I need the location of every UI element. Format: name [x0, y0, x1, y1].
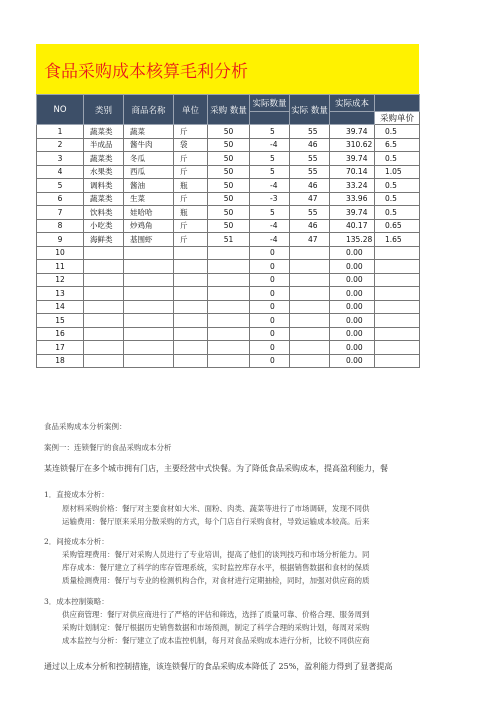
table-row [37, 138, 420, 152]
cell-product[interactable] [124, 246, 174, 260]
cell-unit[interactable] [174, 327, 208, 341]
cell-purchase-qty[interactable]: 50 [208, 165, 250, 179]
section-1-title: 1．直接成本分析： [44, 490, 109, 499]
cell-purchase-qty[interactable]: 50 [208, 138, 250, 152]
cell-no[interactable]: 10 [37, 246, 84, 260]
cell-purchase-qty[interactable]: 50 [208, 179, 250, 193]
section-3-title: 3．成本控制策略： [44, 597, 109, 606]
cell-purchase-qty[interactable] [208, 354, 250, 368]
cell-category[interactable] [84, 260, 124, 274]
cell-actual-qty[interactable] [290, 327, 330, 341]
cell-product[interactable]: 娃哈哈 [124, 206, 174, 220]
spreadsheet [36, 44, 419, 368]
case-heading: 食品采购成本分析案例： [44, 422, 127, 431]
cell-product[interactable] [124, 341, 174, 355]
cell-actual-cost[interactable]: 39.74 [330, 125, 375, 139]
header-no: NO [37, 95, 84, 125]
cell-actual-qty-diff[interactable]: 5 [250, 165, 290, 179]
header-category: 类别 [84, 95, 124, 125]
cell-no[interactable]: 8 [37, 219, 84, 233]
header-blank [375, 95, 420, 112]
header-actual-cost: 实际成本 [330, 95, 375, 112]
section-1-line-1: 原材料采购价格：餐厅对主要食材如大米、面粉、肉类、蔬菜等进行了市场调研，发现不同供 [62, 504, 370, 513]
cell-actual-qty-diff[interactable]: 0 [250, 354, 290, 368]
cell-category[interactable]: 调料类 [84, 179, 124, 193]
cell-product[interactable] [124, 314, 174, 328]
table-row [37, 192, 420, 206]
cell-actual-cost[interactable]: 39.74 [330, 206, 375, 220]
cell-purchase-qty[interactable] [208, 314, 250, 328]
cell-actual-cost[interactable]: 0.00 [330, 327, 375, 341]
cell-category[interactable] [84, 354, 124, 368]
cell-no[interactable]: 1 [37, 125, 84, 139]
table-row [37, 260, 420, 274]
cell-unit[interactable] [174, 314, 208, 328]
cell-product[interactable]: 基围虾 [124, 233, 174, 247]
cell-unit[interactable] [174, 354, 208, 368]
cell-no[interactable]: 17 [37, 341, 84, 355]
cell-unit-price[interactable] [375, 327, 420, 341]
header-sub-blank-1 [250, 112, 290, 125]
table-row [37, 219, 420, 233]
cell-unit[interactable]: 袋 [174, 138, 208, 152]
cell-actual-cost[interactable]: 33.96 [330, 192, 375, 206]
cell-product[interactable]: 西瓜 [124, 165, 174, 179]
cell-category[interactable] [84, 273, 124, 287]
cell-product[interactable]: 炒鸡角 [124, 219, 174, 233]
cell-unit[interactable]: 斤 [174, 219, 208, 233]
cell-no[interactable]: 18 [37, 354, 84, 368]
header-actual-qty: 实际 数量 [290, 95, 330, 125]
section-3-line-3: 成本监控与分析：餐厅建立了成本监控机制，每月对食品采购成本进行分析，比较不同供应商 [62, 636, 370, 645]
cell-category[interactable]: 饮料类 [84, 206, 124, 220]
cell-actual-cost[interactable]: 0.00 [330, 287, 375, 301]
cell-unit-price[interactable]: 0.5 [375, 125, 420, 139]
cell-actual-qty-diff[interactable]: -3 [250, 192, 290, 206]
cell-unit[interactable]: 瓶 [174, 206, 208, 220]
cell-unit-price[interactable]: 0.65 [375, 219, 420, 233]
header-unit-price: 采购单价 [375, 112, 420, 125]
section-2-line-3: 质量检测费用：餐厅与专业的检测机构合作，对食材进行定期抽检，同时，加强对供应商的质 [62, 576, 370, 585]
table-row [37, 165, 420, 179]
cell-actual-qty[interactable] [290, 260, 330, 274]
cell-no[interactable]: 3 [37, 152, 84, 166]
cell-actual-cost[interactable]: 70.14 [330, 165, 375, 179]
cell-product[interactable] [124, 327, 174, 341]
cell-unit[interactable]: 斤 [174, 152, 208, 166]
cell-actual-qty[interactable] [290, 300, 330, 314]
cell-actual-qty-diff[interactable]: -4 [250, 233, 290, 247]
cell-actual-qty[interactable] [290, 314, 330, 328]
cell-actual-cost[interactable]: 0.00 [330, 273, 375, 287]
cell-actual-cost[interactable]: 39.74 [330, 152, 375, 166]
cell-actual-qty-diff[interactable]: 0 [250, 314, 290, 328]
cell-purchase-qty[interactable]: 50 [208, 206, 250, 220]
cell-no[interactable]: 6 [37, 192, 84, 206]
cell-actual-qty[interactable] [290, 287, 330, 301]
cell-unit-price[interactable]: 0.5 [375, 152, 420, 166]
cell-unit-price[interactable] [375, 354, 420, 368]
cell-category[interactable]: 小吃类 [84, 219, 124, 233]
cell-purchase-qty[interactable] [208, 341, 250, 355]
cell-purchase-qty[interactable]: 50 [208, 192, 250, 206]
section-2-line-2: 库存成本：餐厅建立了科学的库存管理系统，实时监控库存水平，根据销售数据和食材的保质 [62, 563, 370, 572]
cell-category[interactable] [84, 300, 124, 314]
cell-unit[interactable] [174, 273, 208, 287]
header-purchase-qty: 采购 数量 [208, 95, 250, 125]
cell-actual-cost[interactable]: 0.00 [330, 354, 375, 368]
cell-actual-qty[interactable]: 47 [290, 192, 330, 206]
cell-actual-cost[interactable]: 40.17 [330, 219, 375, 233]
section-3-line-1: 供应商管理：餐厅对供应商进行了严格的评估和筛选，选择了质量可靠、价格合理、服务周到 [62, 610, 370, 619]
cell-product[interactable]: 生菜 [124, 192, 174, 206]
cell-no[interactable]: 7 [37, 206, 84, 220]
cell-unit[interactable]: 斤 [174, 125, 208, 139]
header-sub-blank-2 [330, 112, 375, 125]
cost-table [36, 94, 420, 368]
cell-product[interactable]: 冬瓜 [124, 152, 174, 166]
cell-actual-qty-diff[interactable]: 0 [250, 287, 290, 301]
cell-purchase-qty[interactable] [208, 327, 250, 341]
cell-unit-price[interactable]: 0.5 [375, 179, 420, 193]
table-row [37, 314, 420, 328]
cell-purchase-qty[interactable]: 51 [208, 233, 250, 247]
cell-actual-qty-diff[interactable]: 5 [250, 206, 290, 220]
cell-product[interactable] [124, 287, 174, 301]
table-row [37, 125, 420, 139]
cell-actual-qty-diff[interactable]: 0 [250, 246, 290, 260]
cell-unit-price[interactable]: 0.5 [375, 206, 420, 220]
cell-unit-price[interactable] [375, 287, 420, 301]
cell-purchase-qty[interactable]: 50 [208, 152, 250, 166]
cell-actual-qty[interactable] [290, 341, 330, 355]
cell-no[interactable]: 9 [37, 233, 84, 247]
case-intro: 某连锁餐厅在多个城市拥有门店，主要经营中式快餐。为了降低食品采购成本，提高盈利能力，餐 [44, 464, 388, 473]
cell-actual-cost[interactable]: 33.24 [330, 179, 375, 193]
cell-no[interactable]: 14 [37, 300, 84, 314]
cell-product[interactable]: 蔬菜 [124, 125, 174, 139]
cell-actual-cost[interactable]: 0.00 [330, 314, 375, 328]
cell-unit[interactable] [174, 341, 208, 355]
cell-actual-qty[interactable]: 55 [290, 125, 330, 139]
cell-unit-price[interactable] [375, 246, 420, 260]
table-row [37, 287, 420, 301]
section-2-title: 2．间接成本分析： [44, 537, 109, 546]
table-row [37, 300, 420, 314]
cell-actual-qty-diff[interactable]: -4 [250, 138, 290, 152]
cell-actual-cost[interactable]: 310.62 [330, 138, 375, 152]
cell-unit[interactable]: 斤 [174, 192, 208, 206]
cell-no[interactable]: 13 [37, 287, 84, 301]
cell-no[interactable]: 11 [37, 260, 84, 274]
cell-purchase-qty[interactable]: 50 [208, 219, 250, 233]
cell-actual-qty-diff[interactable]: 0 [250, 327, 290, 341]
cell-category[interactable] [84, 314, 124, 328]
cell-unit-price[interactable]: 1.05 [375, 165, 420, 179]
cell-actual-qty[interactable] [290, 354, 330, 368]
cell-category[interactable] [84, 341, 124, 355]
cell-category[interactable]: 水果类 [84, 165, 124, 179]
cell-purchase-qty[interactable] [208, 260, 250, 274]
section-1-line-2: 运输费用：餐厅原来采用分散采购的方式，每个门店自行采购食材，导致运输成本较高。后来 [62, 517, 370, 526]
cell-no[interactable]: 2 [37, 138, 84, 152]
cell-actual-qty[interactable]: 46 [290, 179, 330, 193]
cell-product[interactable] [124, 300, 174, 314]
cell-purchase-qty[interactable] [208, 300, 250, 314]
cell-category[interactable]: 海鲜类 [84, 233, 124, 247]
table-row [37, 327, 420, 341]
cell-actual-qty[interactable]: 55 [290, 152, 330, 166]
cell-actual-cost[interactable]: 0.00 [330, 300, 375, 314]
cell-actual-qty-diff[interactable]: 0 [250, 341, 290, 355]
section-2-line-1: 采购管理费用：餐厅对采购人员进行了专业培训，提高了他们的谈判技巧和市场分析能力。同 [62, 550, 370, 559]
cell-actual-cost[interactable]: 0.00 [330, 341, 375, 355]
table-row [37, 233, 420, 247]
cell-no[interactable]: 16 [37, 327, 84, 341]
table-row [37, 246, 420, 260]
cell-actual-qty[interactable]: 47 [290, 233, 330, 247]
cell-no[interactable]: 15 [37, 314, 84, 328]
title-band [36, 44, 419, 94]
cell-actual-cost[interactable]: 0.00 [330, 260, 375, 274]
table-row [37, 341, 420, 355]
cell-actual-qty-diff[interactable]: -4 [250, 219, 290, 233]
cell-category[interactable] [84, 327, 124, 341]
cell-category[interactable] [84, 287, 124, 301]
cell-category[interactable] [84, 246, 124, 260]
cell-actual-qty[interactable] [290, 273, 330, 287]
cell-actual-qty-diff[interactable]: 0 [250, 260, 290, 274]
cell-actual-qty-diff[interactable]: -4 [250, 179, 290, 193]
cell-actual-qty[interactable]: 46 [290, 138, 330, 152]
cell-unit-price[interactable] [375, 300, 420, 314]
cell-category[interactable]: 半成品 [84, 138, 124, 152]
cell-actual-qty[interactable]: 55 [290, 165, 330, 179]
cell-unit-price[interactable] [375, 341, 420, 355]
table-row [37, 354, 420, 368]
table-row [37, 179, 420, 193]
cell-no[interactable]: 4 [37, 165, 84, 179]
cell-purchase-qty[interactable]: 50 [208, 125, 250, 139]
cell-unit-price[interactable] [375, 314, 420, 328]
cell-purchase-qty[interactable] [208, 246, 250, 260]
cell-actual-qty-diff[interactable]: 5 [250, 152, 290, 166]
cell-no[interactable]: 5 [37, 179, 84, 193]
cell-product[interactable]: 酱油 [124, 179, 174, 193]
cell-actual-qty[interactable]: 55 [290, 206, 330, 220]
cell-unit-price[interactable] [375, 260, 420, 274]
cell-unit-price[interactable] [375, 273, 420, 287]
cell-actual-cost[interactable]: 135.28 [330, 233, 375, 247]
header-unit: 单位 [174, 95, 208, 125]
cell-unit[interactable] [174, 260, 208, 274]
cell-product[interactable]: 酱牛肉 [124, 138, 174, 152]
table-row [37, 152, 420, 166]
cell-actual-qty-diff[interactable]: 0 [250, 273, 290, 287]
cell-unit-price[interactable]: 6.5 [375, 138, 420, 152]
cell-actual-qty-diff[interactable]: 5 [250, 125, 290, 139]
cell-unit[interactable]: 斤 [174, 165, 208, 179]
table-row [37, 206, 420, 220]
section-3-line-2: 采购计划制定：餐厅根据历史销售数据和市场预测，制定了科学合理的采购计划，每周对采购 [62, 623, 370, 632]
cell-actual-qty[interactable] [290, 246, 330, 260]
table-row [37, 273, 420, 287]
cell-category[interactable]: 蔬菜类 [84, 192, 124, 206]
sheet-title: 食品采购成本核算毛利分析 [44, 61, 248, 82]
cell-actual-qty-diff[interactable]: 0 [250, 300, 290, 314]
cell-product[interactable] [124, 273, 174, 287]
conclusion: 通过以上成本分析和控制措施，该连锁餐厅的食品采购成本降低了 25%，盈利能力得到了显著提高 [44, 662, 393, 671]
case-title: 案例一：连锁餐厅的食品采购成本分析 [44, 443, 172, 452]
cell-unit[interactable] [174, 246, 208, 260]
header-actual-qty-top: 实际数量 [250, 95, 290, 112]
cell-product[interactable] [124, 354, 174, 368]
cell-unit[interactable] [174, 287, 208, 301]
cell-category[interactable]: 蔬菜类 [84, 152, 124, 166]
cell-actual-cost[interactable]: 0.00 [330, 246, 375, 260]
cell-category[interactable]: 蔬菜类 [84, 125, 124, 139]
cell-unit[interactable]: 瓶 [174, 179, 208, 193]
cell-unit[interactable] [174, 300, 208, 314]
header-product: 商品名称 [124, 95, 174, 125]
cell-purchase-qty[interactable] [208, 273, 250, 287]
cell-purchase-qty[interactable] [208, 287, 250, 301]
cell-no[interactable]: 12 [37, 273, 84, 287]
cell-unit-price[interactable]: 1.65 [375, 233, 420, 247]
cell-unit[interactable]: 斤 [174, 233, 208, 247]
cell-product[interactable] [124, 260, 174, 274]
cell-unit-price[interactable]: 0.5 [375, 192, 420, 206]
cell-actual-qty[interactable]: 46 [290, 219, 330, 233]
